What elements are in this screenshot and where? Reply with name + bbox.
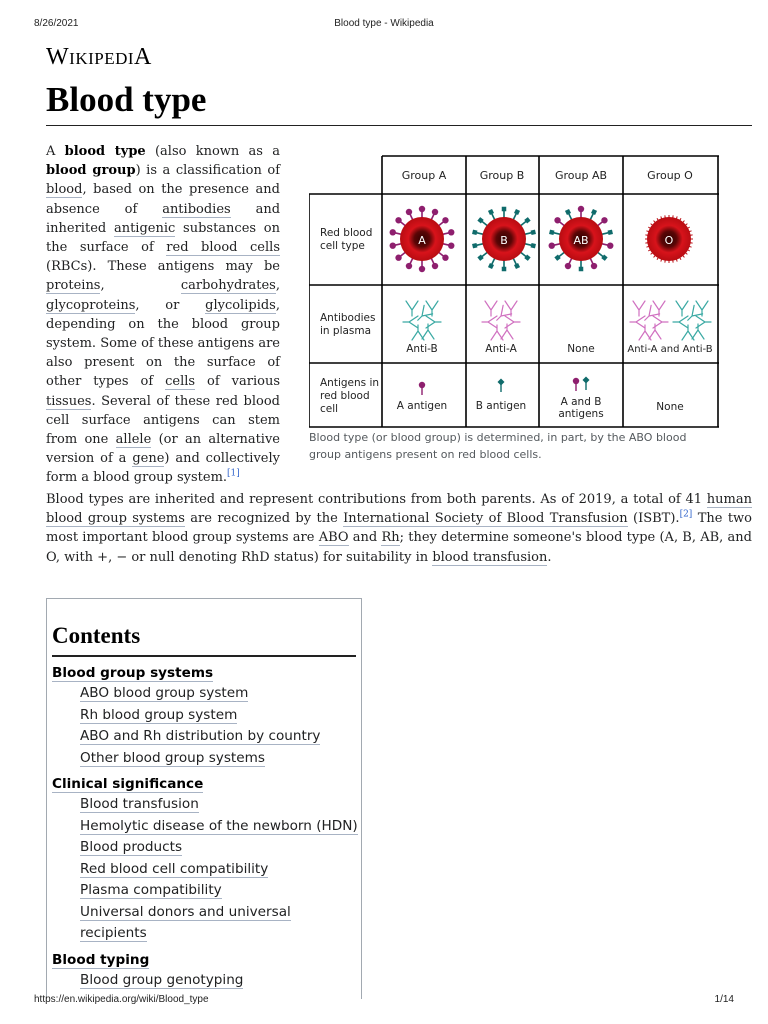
antigen-b-marker <box>564 208 572 216</box>
toc-subsection-link[interactable]: Universal donors and universal recipients <box>80 903 291 941</box>
antigen-a-marker <box>419 382 425 388</box>
antibody-label-group-a: Anti-B <box>406 343 438 355</box>
antigen-a-marker <box>578 206 584 212</box>
antibody-shape <box>422 324 434 339</box>
antibody-shape <box>641 305 660 324</box>
antibody-shape <box>630 316 645 328</box>
toc-section-link[interactable]: Blood group systems <box>52 665 214 681</box>
antibody-shape <box>482 316 497 328</box>
antigen-a-marker <box>442 255 448 261</box>
antigen-a-marker <box>573 378 579 384</box>
toc-subsection-item <box>80 970 358 992</box>
anti-a-antibody <box>501 324 513 339</box>
antibody-shape <box>485 301 497 316</box>
col-header-group-ab: Group AB <box>554 169 608 182</box>
row-header-antibodies-1: Antibodies <box>320 312 376 324</box>
toc-subsection-item <box>80 705 358 727</box>
link-blood[interactable]: blood <box>46 182 83 198</box>
link-human-blood-group-systems[interactable]: human blood group systems <box>46 492 752 527</box>
antibody-shape <box>414 305 433 324</box>
anti-a-antibody <box>485 301 497 316</box>
toc-subsection-item <box>80 880 358 902</box>
anti-b-antibody <box>406 301 418 316</box>
antigen-b-marker <box>513 262 521 270</box>
link-cells[interactable]: cells <box>165 374 196 390</box>
link-allele[interactable]: allele <box>115 432 152 448</box>
toc-subsection-link[interactable]: ABO and Rh distribution by country <box>80 728 321 744</box>
antibody-shape <box>676 301 688 316</box>
toc-subsection-link[interactable]: Rh blood group system <box>80 706 238 723</box>
row-header-rbc-1: Red blood <box>320 227 373 239</box>
toc-section <box>52 774 358 945</box>
link-antibodies[interactable]: antibodies <box>162 201 231 217</box>
link-antigenic[interactable]: antigenic <box>113 220 176 236</box>
antigen-a-marker <box>607 242 613 248</box>
antigen-a-marker <box>406 263 412 269</box>
link-glycolipids[interactable]: glycolipids <box>205 297 276 313</box>
col-header-group-b: Group B <box>479 169 525 182</box>
anti-a-antibody <box>633 301 645 316</box>
wikipedia-logo[interactable]: WIKIPEDIA <box>46 44 152 70</box>
term-blood-group: blood group <box>46 163 136 179</box>
col-header-group-a: Group A <box>401 169 447 182</box>
antigen-a-marker <box>432 209 438 215</box>
row-header-antigens-1: Antigens in <box>320 377 380 389</box>
antigen-label-group-o: None <box>656 401 684 413</box>
antigen-b-marker <box>513 208 521 216</box>
antigen-label-group-ab-2: antigens <box>558 408 604 420</box>
toc-subsection-item <box>80 748 358 770</box>
toc-divider <box>52 655 356 657</box>
antigen-a-marker <box>395 217 401 223</box>
toc-subsection-link[interactable]: ABO blood group system <box>80 685 249 701</box>
antibody-label-group-o: Anti-A and Anti-B <box>627 344 713 355</box>
row-header-antibodies-2: in plasma <box>320 325 372 337</box>
toc-title: Contents <box>52 623 141 648</box>
print-date: 8/26/2021 <box>34 18 79 29</box>
antibody-shape <box>673 316 688 328</box>
toc-section-link[interactable]: Clinical significance <box>52 776 204 792</box>
antigen-a-marker <box>395 255 401 261</box>
link-red-blood-cells[interactable]: red blood cells <box>166 240 280 256</box>
row-header-rbc-2: cell type <box>320 240 365 252</box>
antigen-a-marker <box>448 242 454 248</box>
link-isbt[interactable]: International Society of Blood Transfusion <box>343 511 628 527</box>
title-divider <box>46 125 752 126</box>
toc-subsection-item <box>80 816 358 838</box>
antigen-a-marker <box>601 217 607 223</box>
toc-subsection-link[interactable]: Plasma compatibility <box>80 882 222 898</box>
reference-2[interactable]: [2] <box>679 509 693 520</box>
antigen-a-marker <box>406 209 412 215</box>
antigen-a-marker <box>419 206 425 212</box>
antigen-a-marker <box>565 263 571 269</box>
toc-subsection-link[interactable]: Other blood group systems <box>80 749 265 766</box>
print-url: https://en.wikipedia.org/wiki/Blood_type <box>34 994 209 1005</box>
cell-label-a: A <box>418 234 426 247</box>
toc-subsection-item <box>80 859 358 881</box>
toc-subsection-list <box>52 970 358 992</box>
antigen-b-marker <box>590 208 598 216</box>
print-page-title: Blood type - Wikipedia <box>334 18 434 29</box>
anti-b-antibody <box>692 324 704 339</box>
anti-a-antibody <box>630 316 645 328</box>
anti-a-antibody <box>493 305 512 324</box>
anti-b-antibody <box>403 316 418 328</box>
antigen-a-marker <box>549 242 555 248</box>
antigen-b-marker <box>583 377 590 384</box>
toc-subsection-link[interactable]: Blood transfusion <box>80 796 199 812</box>
antibody-label-group-b: Anti-A <box>485 343 517 355</box>
term-blood-type: blood type <box>64 144 146 159</box>
toc-subsection-list <box>52 683 358 769</box>
cell-label-o: O <box>664 234 674 247</box>
print-page-number: 1/14 <box>714 994 734 1005</box>
toc-subsection-link[interactable]: Red blood cell compatibility <box>80 860 269 877</box>
row-header-antigens-2: red blood <box>320 390 370 402</box>
toc-subsection-link[interactable]: Blood group genotyping <box>80 971 244 988</box>
anti-b-antibody <box>676 301 688 316</box>
antibody-shape <box>406 301 418 316</box>
inheritance-paragraph: Blood types are inherited and represent contributions from both parents. As of 2019, a total of 41 human blood group systems are recognized by the International Society of Blood Transfusion (ISBT).[2] The two most important blood group systems are ABO and Rh; they determine someone's blood type (A, B, AB, and O, with +, − or null denoting RhD status) for suitability in blood transfusion. <box>46 492 752 565</box>
antigen-a-marker <box>448 229 454 235</box>
link-tissues[interactable]: tissues <box>46 393 92 409</box>
antigen-a-marker <box>554 217 560 223</box>
toc-list <box>52 663 358 996</box>
antigen-a-marker <box>419 266 425 272</box>
toc-subsection-item <box>80 902 358 945</box>
toc-section <box>52 950 358 992</box>
antigen-b-marker <box>498 379 505 386</box>
anti-b-antibody <box>414 305 433 324</box>
antibody-shape <box>692 324 704 339</box>
antigen-a-marker <box>591 263 597 269</box>
toc-subsection-list <box>52 794 358 945</box>
antigen-a-marker <box>390 242 396 248</box>
antibody-shape <box>493 305 512 324</box>
link-gene[interactable]: gene <box>132 451 165 467</box>
intro-paragraph: A blood type (also known as a blood group) is a classification of blood, based on the presence and absence of antibodies and inherited antigenic substances on the surface of red blood cells (RBCs). These antigens may be proteins, carbohydrates, glycoproteins, or glycolipids, depending on the blood group system. Some of these antigens are also present on the surface of other types of cells of various tissues. Several of these red blood cell surface antigens can stem from one allele (or an alternative version of a gene) and collectively form a blood group system.[1] <box>46 144 281 486</box>
antigen-label-group-ab-1: A and B <box>560 396 602 408</box>
col-header-group-o: Group O <box>647 169 693 182</box>
link-glycoproteins[interactable]: glycoproteins <box>46 297 136 313</box>
figure-caption: Blood type (or blood group) is determined, in part, by the ABO blood group antigens present on red blood cells. <box>309 431 687 461</box>
page-title: Blood type <box>46 80 207 119</box>
link-abo[interactable]: ABO <box>318 530 349 546</box>
toc-subsection-item <box>80 837 358 859</box>
antibody-shape <box>684 305 703 324</box>
reference-1[interactable]: [1] <box>227 469 240 480</box>
toc-subsection-item <box>80 794 358 816</box>
antibody-shape <box>649 324 661 339</box>
link-blood-transfusion[interactable]: blood transfusion <box>432 549 548 565</box>
antibody-shape <box>403 316 418 328</box>
link-rh[interactable]: Rh <box>381 530 400 546</box>
blood-type-diagram <box>309 155 719 428</box>
anti-a-antibody <box>641 305 660 324</box>
antigen-b-marker <box>487 208 495 216</box>
toc-subsection-link[interactable]: Blood products <box>80 839 183 855</box>
antigen-a-marker <box>432 263 438 269</box>
antibody-label-group-ab: None <box>567 343 595 355</box>
anti-a-antibody <box>482 316 497 328</box>
anti-b-antibody <box>673 316 688 328</box>
cell-label-ab: AB <box>573 234 589 247</box>
antigen-a-marker <box>442 217 448 223</box>
toc-section <box>52 663 358 769</box>
antibody-shape <box>501 324 513 339</box>
antigen-b-marker <box>487 262 495 270</box>
link-proteins[interactable]: proteins <box>46 278 101 294</box>
toc-subsection-item <box>80 726 358 748</box>
row-header-antigens-3: cell <box>320 403 339 415</box>
anti-b-antibody <box>422 324 434 339</box>
table-of-contents <box>46 598 362 999</box>
anti-b-antibody <box>684 305 703 324</box>
toc-subsection-item <box>80 683 358 705</box>
toc-section-link[interactable]: Blood typing <box>52 951 150 968</box>
cell-label-b: B <box>500 234 508 247</box>
link-carbohydrates[interactable]: carbohydrates <box>180 278 276 294</box>
toc-subsection-link[interactable]: Hemolytic disease of the newborn (HDN) <box>80 817 358 834</box>
antibody-shape <box>633 301 645 316</box>
antigen-label-group-a: A antigen <box>396 400 448 412</box>
antigen-a-marker <box>390 229 396 235</box>
antigen-label-group-b: B antigen <box>475 400 527 412</box>
anti-a-antibody <box>649 324 661 339</box>
